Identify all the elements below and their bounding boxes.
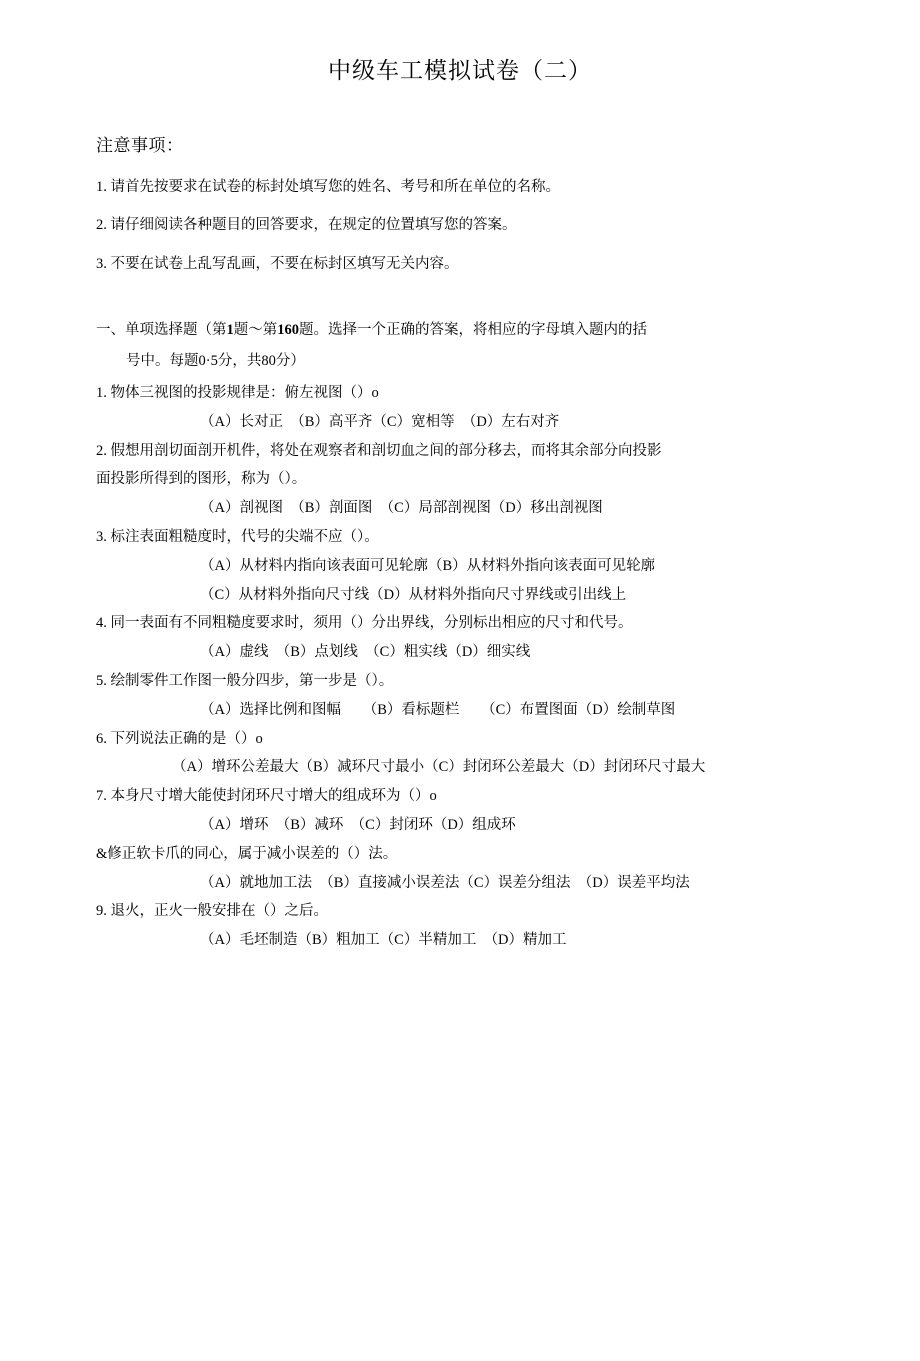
section-heading-line1 xyxy=(96,317,824,344)
notice-item-2: 2. 请仔细阅读各种题目的回答要求，在规定的位置填写您的答案。 xyxy=(96,217,517,234)
section-heading2-part-e: 分） xyxy=(275,353,305,370)
question-stem-continued: 面投影所得到的图形，称为（）。 xyxy=(96,471,307,488)
question-stem: 6. 下列说法正确的是（）o xyxy=(96,730,263,747)
page-title: 中级车工模拟试卷（二） xyxy=(328,58,592,83)
question-stem: 4. 同一表面有不同粗糙度要求时，须用（）分出界线，分别标出相应的尺寸和代号。 xyxy=(96,615,633,632)
notice-item-1: 1. 请首先按要求在试卷的标封处填写您的姓名、考号和所在单位的名称。 xyxy=(96,179,560,195)
question-options: （A）虚线 （B）点划线 （C）粗实线（D）细实线 xyxy=(200,644,531,661)
question-options: （A）增环 （B）减环 （C）封闭环（D）组成环 xyxy=(200,816,516,833)
question-stem: &修正软卡爪的同心，属于减小误差的（）法。 xyxy=(96,845,398,862)
notice-heading: 注意事项： xyxy=(96,136,184,155)
question-options: （A）就地加工法 （B）直接减小误差法（C）误差分组法 （D）误差平均法 xyxy=(200,874,690,891)
question-stem: 2. 假想用剖切面剖开机件，将处在观察者和剖切血之间的部分移去，而将其余部分向投影 xyxy=(96,442,662,459)
section-heading-part-a: 一、单项选择题（第 xyxy=(96,322,227,339)
section-heading-part-e: 题。选择一个正确的答案，将相应的字母填入题内的括 xyxy=(299,322,647,339)
question-options: （A）毛坯制造（B）粗加工（C）半精加工 （D）精加工 xyxy=(200,932,567,949)
section-heading-part-b: 1 xyxy=(226,322,234,339)
question-options: （A）长对正 （B）高平齐（C）宽相等 （D）左右对齐 xyxy=(200,413,560,430)
section-heading-part-d: 160 xyxy=(277,322,299,339)
notice-item-3: 3. 不要在试卷上乱写乱画，不要在标封区填写无关内容。 xyxy=(96,255,459,272)
section-heading2-part-c: 分，共 xyxy=(217,353,262,370)
question-options: （A）剖视图 （B）剖面图 （C）局部剖视图（D）移出剖视图 xyxy=(200,500,603,517)
section-heading2-part-b: 0·5 xyxy=(198,353,218,370)
section-heading-part-c: 题～第 xyxy=(233,322,278,339)
question-options: （A）从材料内指向该表面可见轮廓（B）从材料外指向该表面可见轮廓 xyxy=(200,557,656,574)
section-gap xyxy=(96,291,824,317)
question-stem: 3. 标注表面粗糙度时，代号的尖端不应（）。 xyxy=(96,529,379,546)
question-options-continued: （C）从材料外指向尺寸线（D）从材料外指向尺寸界线或引出线上 xyxy=(200,586,627,603)
question-options: （A）增环公差最大（B）减环尺寸最小（C）封闭环公差最大（D）封闭环尺寸最大 xyxy=(172,759,706,776)
question-stem: 9. 退火，正火一般安排在（）之后。 xyxy=(96,903,328,920)
question-stem: 1. 物体三视图的投影规律是：俯左视图（）o xyxy=(96,385,379,402)
question-stem: 7. 本身尺寸增大能使封闭环尺寸增大的组成环为（）o xyxy=(96,788,437,805)
section-heading2-part-a: 号中。每题 xyxy=(126,353,199,370)
question-stem: 5. 绘制零件工作图一般分四步，第一步是（）。 xyxy=(96,673,394,689)
section-heading-line2 xyxy=(96,348,824,375)
section-heading2-part-d: 80 xyxy=(261,353,276,370)
question-options: （A）选择比例和图幅 （B）看标题栏 （C）布置图面（D）绘制草图 xyxy=(200,701,676,718)
